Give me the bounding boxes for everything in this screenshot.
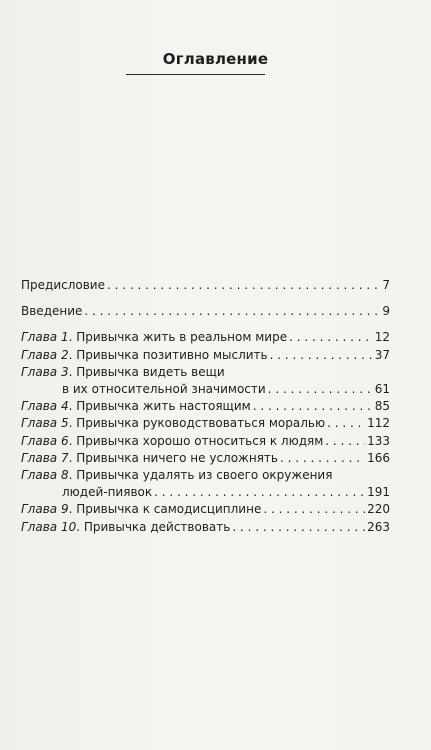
toc-entry-chapter-9[interactable] [21,501,390,518]
chapter-title: . Привычка руководствоваться моралью [68,416,326,431]
toc-entry-chapter-2[interactable] [21,347,390,364]
toc-entry-label [21,398,251,415]
chapter-prefix: Глава 7 [21,450,69,465]
chapter-prefix: Глава 2 [21,347,69,362]
toc-page-number: 191 [367,485,390,500]
chapter-prefix: Глава 9 [21,502,69,517]
toc-entry-chapter-5[interactable] [21,415,390,432]
toc-page-number: 85 [374,399,390,414]
dot-leader [263,501,365,518]
chapter-title: . Привычка удалять из своего окружения [68,468,333,483]
toc-page-number: 9 [382,304,390,319]
dot-leader [268,381,373,398]
chapter-title: . Привычка жить в реальном мире [68,330,288,345]
toc-page-number: 7 [382,278,390,292]
toc-entry-label [21,519,230,536]
toc-page-number: 263 [367,519,390,534]
chapter-title: . Привычка видеть вещи [68,364,225,379]
dot-leader [325,433,365,450]
toc-entry-chapter-4[interactable] [21,398,390,415]
toc-page-number: 133 [367,433,390,448]
chapter-prefix: Глава 4 [21,399,69,414]
toc-entry-label [21,501,261,518]
toc-entry-chapter-6[interactable] [21,433,390,450]
chapter-prefix: Глава 6 [21,433,69,448]
toc-entry-label [21,415,325,432]
dot-leader [107,277,380,294]
dot-leader [280,450,365,467]
toc-entry-chapter-1[interactable] [21,329,390,346]
toc-page-number: 220 [367,502,390,517]
chapter-title-continuation: людей-пиявок [62,485,153,500]
chapter-title-continuation: в их относительной значимости [62,382,266,397]
toc-page-number: 112 [367,416,390,431]
toc-entry-label: Предисловие [21,278,105,292]
toc-entry-label [21,347,268,364]
dot-leader [84,303,380,320]
dot-leader [289,329,373,346]
chapter-title: . Привычка позитивно мыслить [68,347,268,362]
toc-entry-chapter-8-continuation[interactable] [21,484,390,501]
dot-leader [270,347,373,364]
toc-entry-label: Введение [21,304,83,319]
chapter-title: . Привычка действовать [76,519,231,534]
dot-leader [253,398,373,415]
dot-leader [327,415,365,432]
table-of-contents [21,277,390,536]
toc-page-number: 12 [374,330,390,345]
toc-entry-preface[interactable] [21,277,390,294]
chapter-title: . Привычка ничего не усложнять [68,450,278,465]
toc-entry-introduction[interactable] [21,303,390,320]
chapter-prefix: Глава 1 [21,330,69,345]
chapter-prefix: Глава 5 [21,416,69,431]
toc-entry-chapter-7[interactable] [21,450,390,467]
toc-page-number: 166 [367,450,390,465]
chapter-title: . Привычка к самодисциплине [68,502,262,517]
dot-leader [232,519,365,536]
title-underline [126,74,265,75]
toc-entry-chapter-3-continuation[interactable] [21,381,390,398]
toc-entry-label [21,450,278,467]
toc-entry-chapter-8[interactable] [21,467,390,484]
chapter-prefix: Глава 8 [21,468,69,483]
chapter-prefix: Глава 3 [21,364,69,379]
chapter-title: . Привычка жить настоящим [68,399,251,414]
page-title: Оглавление [162,50,269,68]
toc-page-number: 37 [374,347,390,362]
toc-entry-label [21,433,323,450]
toc-entry-chapter-10[interactable] [21,519,390,536]
toc-entry-label [21,329,287,346]
chapter-prefix: Глава 10 [21,519,77,534]
toc-page-number: 61 [374,382,390,397]
chapter-title: . Привычка хорошо относиться к людям [68,433,324,448]
toc-entry-chapter-3[interactable] [21,364,390,381]
dot-leader [154,484,365,501]
